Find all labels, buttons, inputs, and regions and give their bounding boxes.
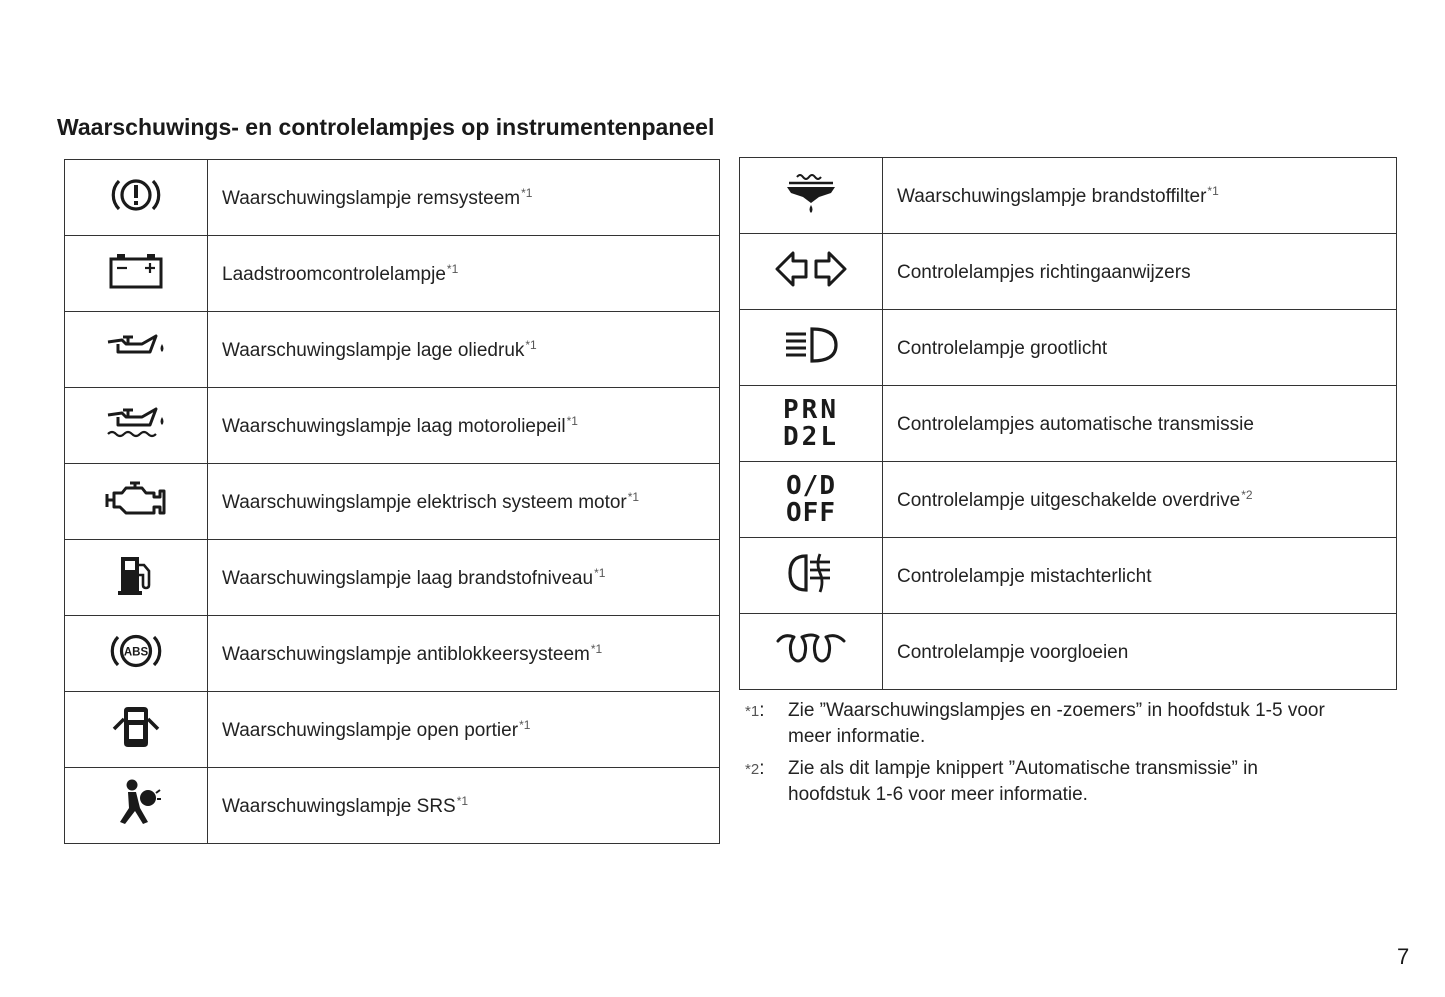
lamp-label: Controlelampje grootlicht	[897, 337, 1108, 359]
footnote-mark: *1	[745, 703, 760, 720]
footnote-ref: *1	[519, 717, 531, 732]
turn-signal-icon	[774, 247, 848, 291]
check-engine-icon	[104, 479, 168, 519]
table-row	[65, 768, 720, 844]
table-row	[740, 538, 1397, 614]
table-row	[65, 312, 720, 388]
airbag-icon	[110, 778, 162, 828]
footnote-ref: *1	[566, 413, 578, 428]
open-door-icon	[110, 703, 162, 751]
footnote-mark: *2	[745, 761, 760, 778]
glow-plug-icon	[774, 629, 848, 669]
table-row	[740, 386, 1397, 462]
transmission-icon	[783, 394, 839, 452]
warning-lamps-table-right	[739, 157, 1397, 690]
lamp-label: Waarschuwingslampje SRS	[222, 795, 456, 817]
page-number: 7	[1397, 944, 1410, 969]
oil-pressure-icon	[104, 330, 168, 364]
footnote-ref: *1	[456, 793, 469, 808]
footnote-ref: *2	[1241, 487, 1253, 502]
lamp-label: Controlelampjes automatische transmissie	[897, 413, 1254, 435]
footnote-ref: *1	[446, 261, 459, 276]
high-beam-icon	[782, 325, 840, 365]
table-row	[740, 158, 1397, 234]
footnote-ref: *1	[594, 565, 606, 580]
lamp-label: Waarschuwingslampje open portier	[222, 719, 519, 741]
page-title: Waarschuwings- en controlelampjes op instrumentenpaneel	[57, 114, 715, 140]
lamp-label: Waarschuwingslampje antiblokkeersysteem	[222, 643, 590, 665]
lamp-label: Waarschuwingslampje remsysteem	[222, 187, 521, 209]
overdrive-icon-line-1: O/D	[786, 470, 836, 501]
table-row	[65, 692, 720, 768]
table-row	[65, 540, 720, 616]
lamp-label: Waarschuwingslampje laag motoroliepeil	[222, 415, 566, 437]
lamp-label: Laadstroomcontrolelampje	[222, 263, 446, 285]
lamp-label: Controlelampjes richtingaanwijzers	[897, 261, 1191, 283]
footnotes	[745, 698, 1345, 814]
footnote-ref: *1	[525, 337, 537, 352]
footnote-text: Zie als dit lampje knippert ”Automatische transmissie” in hoofdstuk 1-6 voor meer informatie.	[788, 758, 1258, 805]
warning-lamps-table-left	[64, 159, 720, 844]
table-row	[740, 310, 1397, 386]
fuel-filter-icon	[783, 171, 839, 215]
transmission-icon-line-2: D2L	[783, 421, 839, 452]
brake-warning-icon	[108, 172, 164, 218]
battery-icon	[108, 251, 164, 291]
footnote-ref: *1	[627, 489, 640, 504]
lamp-label: Controlelampje voorgloeien	[897, 641, 1129, 663]
overdrive-icon-line-2: OFF	[786, 497, 836, 528]
table-row	[740, 462, 1397, 538]
table-row	[740, 614, 1397, 690]
rear-fog-icon	[786, 550, 836, 596]
abs-icon	[107, 628, 165, 674]
footnote-ref: *1	[1207, 183, 1219, 198]
fuel-pump-icon	[116, 553, 156, 597]
transmission-icon-line-1: PRN	[783, 394, 839, 425]
footnote-ref: *1	[521, 185, 533, 200]
overdrive-off-icon	[786, 470, 836, 528]
table-row	[65, 236, 720, 312]
lamp-label: Controlelampje mistachterlicht	[897, 565, 1152, 587]
lamp-label: Waarschuwingslampje laag brandstofniveau	[222, 567, 594, 589]
lamp-label: Waarschuwingslampje brandstoffilter	[897, 185, 1207, 207]
lamp-label: Waarschuwingslampje elektrisch systeem motor	[222, 491, 627, 513]
table-row	[65, 464, 720, 540]
svg-text:ABS: ABS	[123, 646, 149, 659]
footnote-2: *2: Zie als dit lampje knippert ”Automatische transmissie” in hoofdstuk 1-6 voor meer informatie.	[745, 758, 1258, 805]
table-row	[65, 388, 720, 464]
table-row	[65, 160, 720, 236]
footnote-1: *1: Zie ”Waarschuwingslampjes en -zoemers” in hoofdstuk 1-5 voor meer informatie.	[745, 700, 1325, 747]
oil-level-icon	[104, 403, 168, 443]
table-row	[65, 616, 720, 692]
lamp-label: Controlelampje uitgeschakelde overdrive	[897, 489, 1241, 511]
footnote-ref: *1	[590, 641, 603, 656]
lamp-label: Waarschuwingslampje lage oliedruk	[222, 339, 525, 361]
footnote-text: Zie ”Waarschuwingslampjes en -zoemers” in hoofdstuk 1-5 voor meer informatie.	[788, 700, 1325, 747]
table-row	[740, 234, 1397, 310]
